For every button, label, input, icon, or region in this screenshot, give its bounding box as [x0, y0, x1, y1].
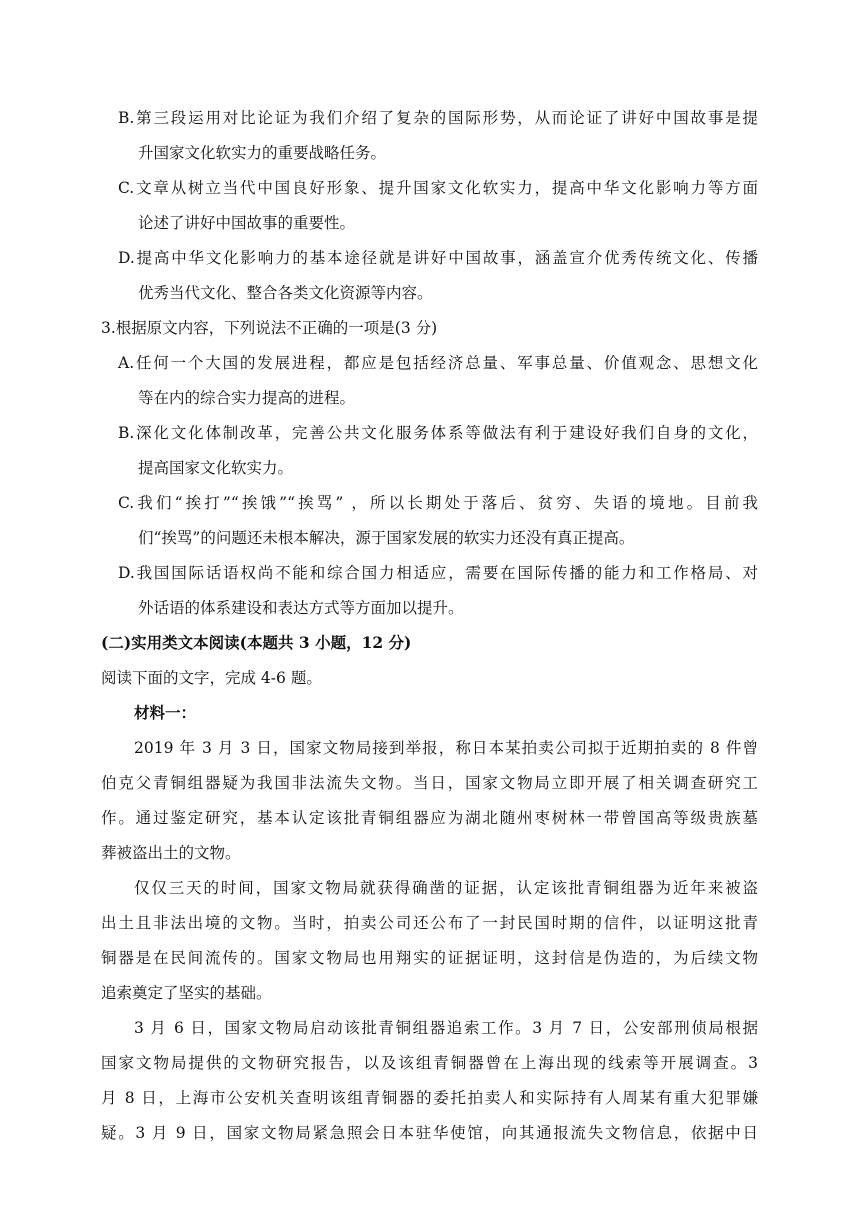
- paragraph-2-line-2: 出土且非法出境的文物。当时，拍卖公司还公布了一封民国时期的信件，以证明这批青: [101, 914, 758, 932]
- q2-option-b-line-1: B.第三段运用对比论证为我们介绍了复杂的国际形势，从而论证了讲好中国故事是提: [118, 109, 758, 127]
- q2-option-c-line-1: C.文章从树立当代中国良好形象、提升国家文化软实力，提高中华文化影响力等方面: [118, 179, 758, 197]
- q2-option-d-line-1: D.提高中华文化影响力的基本途径就是讲好中国故事，涵盖宣介优秀传统文化、传播: [118, 249, 758, 267]
- paragraph-2-line-3: 铜器是在民间流传的。国家文物局也用翔实的证据证明，这封信是伪造的，为后续文物: [101, 949, 758, 967]
- paragraph-1-line-1: 2019 年 3 月 3 日，国家文物局接到举报，称日本某拍卖公司拟于近期拍卖的 8 件曾: [134, 739, 758, 757]
- paragraph-1-line-2: 伯克父青铜组器疑为我国非法流失文物。当日，国家文物局立即开展了相关调查研究工: [101, 774, 758, 792]
- paragraph-2-line-1: 仅仅三天的时间，国家文物局就获得确凿的证据，认定该批青铜组器为近年来被盗: [134, 879, 758, 897]
- paragraph-2-line-4: 追索奠定了坚实的基础。: [101, 984, 272, 1002]
- paragraph-1-line-4: 葬被盗出土的文物。: [101, 844, 241, 862]
- paragraph-3-line-2: 国家文物局提供的文物研究报告，以及该组青铜器曾在上海出现的线索等开展调查。3: [101, 1054, 758, 1072]
- q2-option-d-line-2: 优秀当代文化、整合各类文化资源等内容。: [138, 284, 433, 302]
- paragraph-3-line-1: 3 月 6 日，国家文物局启动该批青铜组器追索工作。3 月 7 日，公安部刑侦局根据: [134, 1019, 758, 1037]
- q3-option-a-line-1: A.任何一个大国的发展进程，都应是包括经济总量、军事总量、价值观念、思想文化: [118, 354, 758, 372]
- q3-stem: 3.根据原文内容，下列说法不正确的一项是(3 分): [101, 319, 438, 337]
- q2-option-c-line-2: 论述了讲好中国故事的重要性。: [138, 214, 356, 232]
- section-heading: (二)实用类文本阅读(本题共 3 小题，12 分): [101, 633, 412, 652]
- q3-option-d-line-2: 外话语的体系建设和表达方式等方面加以提升。: [138, 599, 464, 617]
- q3-option-c-line-2: 们“挨骂”的问题还未根本解决，源于国家发展的软实力还没有真正提高。: [138, 529, 635, 547]
- q2-option-b-line-2: 升国家文化软实力的重要战略任务。: [138, 144, 387, 162]
- q3-option-a-line-2: 等在内的综合实力提高的进程。: [138, 389, 356, 407]
- section-instruction: 阅读下面的文字，完成 4-6 题。: [101, 669, 322, 687]
- q3-option-c-line-1: C.我们“挨打”“挨饿”“挨骂” ，所以长期处于落后、贫穷、失语的境地。目前我: [118, 494, 758, 512]
- material-label: 材料一：: [134, 703, 197, 722]
- paragraph-1-line-3: 作。通过鉴定研究，基本认定该批青铜组器应为湖北随州枣树林一带曾国高等级贵族墓: [101, 809, 758, 827]
- q3-option-b-line-1: B.深化文化体制改革，完善公共文化服务体系等做法有利于建设好我们自身的文化，: [118, 424, 758, 442]
- q3-option-d-line-1: D.我国国际话语权尚不能和综合国力相适应，需要在国际传播的能力和工作格局、对: [118, 564, 758, 582]
- paragraph-3-line-3: 月 8 日，上海市公安机关查明该组青铜器的委托拍卖人和实际持有人周某有重大犯罪嫌: [101, 1089, 758, 1107]
- q3-option-b-line-2: 提高国家文化软实力。: [138, 459, 294, 477]
- paragraph-3-line-4: 疑。3 月 9 日，国家文物局紧急照会日本驻华使馆，向其通报流失文物信息，依据中日: [101, 1124, 758, 1142]
